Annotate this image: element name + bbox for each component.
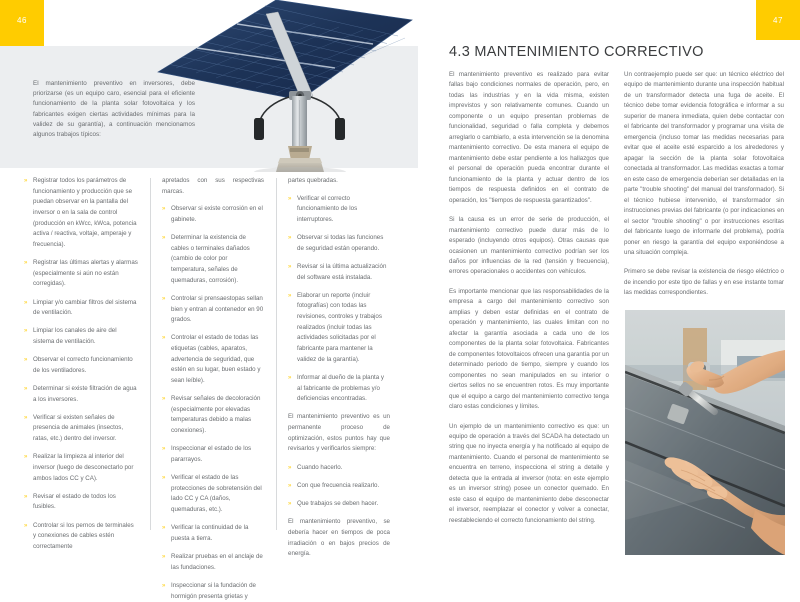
list-item: » Verificar si existen señales de presencia de animales (insectos, ratas, etc.) dentro del inversor. bbox=[24, 413, 138, 445]
list-item: » Inspeccionar el estado de los pararrayos. bbox=[162, 444, 264, 465]
list-item: » Registrar todos los parámetros de funcionamiento y producción que se puedan observar en la pantalla del inversor o en la sala de control (producción en kWcc, kWca, potencia activa / reactiva, voltaje, amperaje y frecuencia). bbox=[24, 176, 138, 251]
list-item: » Revisar señales de decoloración (especialmente por elevadas temperaturas debido a malas conexiones). bbox=[162, 394, 264, 437]
solar-array-illustration bbox=[150, 0, 418, 172]
paragraph: Es importante mencionar que las responsabilidades de la empresa a cargo del mantenimiento correctivo son amplias y deben estar definidas en el contrato de operación y mantenimiento, las cuales limitan con no afectar la garantía asociada a cada uno de los componentes de la planta solar fotovoltaica. Fabricantes de componentes fotovoltaicos ofrecen una garantía por un determinado periodo de tiempo, siempre y cuando los componentes no sean manipulados en su interior o ciertos sellos no se encuentren rotos. Es muy importante que el equipo a cargo del mantenimiento correctivo tenga claro estas condiciones y límites. bbox=[449, 287, 609, 411]
list-item: » Verificar el correcto funcionamiento de los interruptores. bbox=[288, 194, 390, 226]
list-item: » Inspeccionar si la fundación de hormigón presenta grietas y bbox=[162, 581, 264, 602]
right-page bbox=[418, 0, 800, 566]
body-column-1 bbox=[449, 70, 609, 535]
paragraph: El mantenimiento preventivo es realizado para evitar fallas bajo condiciones normales de operación, pero, en todas las industrias y en la vida misma, existen imprevistos y son relativamente comunes. Cuando un componente o un equipo presentan problemas de funcionalidad, seguridad o falla completa y debemos arreglarlo o cambiarlo, a esta intervención se la denomina mantenimiento correctivo. De esta manera el equipo de mantenimiento debe estar pendiente a los hallazgos que el personal de operación pueda encontrar durante el funcionamiento de la planta y actuar dentro de los tiempos de respuesta definidos en el contrato de operación, los "tiempos de respuesta garantizados". bbox=[449, 71, 609, 204]
list-item: » Verificar el estado de las protecciones de sobretensión del lado CC y CA (daños, quemaduras, etc.). bbox=[162, 473, 264, 516]
list-item: » Determinar la existencia de cables o terminales dañados (cambio de color por temperatura, señales de quemaduras, corrosión). bbox=[162, 233, 264, 286]
page-number-right bbox=[756, 0, 800, 40]
technician-photo-svg bbox=[625, 310, 785, 555]
column3-continuation: partes quebradas. bbox=[288, 177, 338, 184]
list-item: » Revisar si la última actualización del software está instalada. bbox=[288, 262, 390, 283]
column3-paragraph-2: El mantenimiento preventivo, se debería hacer en tiempos de poca irradiación o en bajos precios de energía. bbox=[288, 518, 390, 558]
list-item: » Observar el correcto funcionamiento de los ventiladores. bbox=[24, 355, 138, 376]
list-item: » Informar al dueño de la planta y al fabricante de problemas y/o deficiencias encontradas. bbox=[288, 373, 390, 405]
list-item: » Controlar si los pernos de terminales y conexiones de cables estén correctamente bbox=[24, 521, 138, 553]
list-item: » Registrar las últimas alertas y alarmas (especialmente si aún no están corregidas). bbox=[24, 258, 138, 290]
solar-array-svg bbox=[150, 0, 418, 172]
hero-accent-bar bbox=[0, 40, 44, 46]
page-number-left bbox=[0, 0, 44, 40]
list-item: » Determinar si existe filtración de agua a los inversores. bbox=[24, 384, 138, 405]
bullet-columns bbox=[24, 176, 404, 600]
bullet-list-2 bbox=[162, 204, 264, 602]
page-number-left-label: 46 bbox=[17, 15, 27, 25]
list-item: » Con que frecuencia realizarlo. bbox=[288, 481, 390, 492]
list-item: » Elaborar un reporte (incluir fotografías) con todas las revisiones, controles y trabajos realizados (incluir todas las actividades solicitadas por el fabricante para mantener la validez de la garantía). bbox=[288, 291, 390, 366]
technician-photo bbox=[625, 310, 785, 555]
column2-continuation: apretados con sus respectivas marcas. bbox=[162, 177, 264, 195]
section-heading: 4.3 MANTENIMIENTO CORRECTIVO bbox=[449, 44, 704, 60]
list-item: » Controlar el estado de todas las etiquetas (cables, aparatos, advertencia de seguridad, que estén en su lugar, buen estado y sean leíble). bbox=[162, 333, 264, 386]
paragraph: Un ejemplo de un mantenimiento correctivo es que: un equipo de operación a través del SCADA ha detectado un string que no inyecta energía y ha notificado al equipo de mantenimiento. Cuando el personal de mantenimiento se encuentra en terreno, inspecciona el string a detalle y detecta que la entrada al inversor (nota: en este ejemplo es un inversor string) posee un conector quemado. En este caso el equipo de mantenimiento debe desconectar el inversor, reemplazar el conector y volver a conectar, reestableciendo el correcto funcionamiento del string. bbox=[449, 422, 609, 524]
page-number-right-label: 47 bbox=[773, 15, 783, 25]
paragraph: Primero se debe revisar la existencia de riesgo eléctrico o de incendio por este tipo de fallas y en ese instante tomar las medidas correspondientes. bbox=[624, 268, 784, 297]
intro-paragraph: El mantenimiento preventivo en inversores, debe priorizarse (es un equipo caro, esencial para el eficiente funcionamiento de la planta solar fotovoltaica y los fabricantes exigen ciertas actividades mínimas para la validez de su garantía), a continuación mencionamos algunos trabajos típicos: bbox=[33, 80, 195, 138]
bullet-sublist-3 bbox=[288, 463, 390, 510]
list-item: » Que trabajos se deben hacer. bbox=[288, 499, 390, 510]
list-item: » Observar si existe corrosión en el gabinete. bbox=[162, 204, 264, 225]
column-divider bbox=[276, 178, 277, 530]
list-item: » Revisar el estado de todos los fusibles. bbox=[24, 492, 138, 513]
bullet-list-1 bbox=[24, 176, 138, 553]
list-item: » Controlar si prensaestopas sellan bien y entran al contenedor en 90 grados. bbox=[162, 294, 264, 326]
paragraph: Si la causa es un error de serie de producción, el mantenimiento correctivo puede durar más de lo esperado (incluyendo otros equipos). Otras causas que ocasionen un mantenimiento correctivo podrían ser los daños por influencias de la red (tensión y frecuencia), errores operacionales o accidentes con vehículos. bbox=[449, 216, 609, 276]
list-item: » Limpiar y/o cambiar filtros del sistema de ventilación. bbox=[24, 298, 138, 319]
bullet-list-3 bbox=[288, 194, 390, 405]
list-item: » Limpiar los canales de aire del sistema de ventilación. bbox=[24, 326, 138, 347]
list-item: » Observar si todas las funciones de seguridad están operando. bbox=[288, 233, 390, 254]
list-item: » Verificar la continuidad de la puesta a tierra. bbox=[162, 523, 264, 544]
paragraph: Un contraejemplo puede ser que: un técnico eléctrico del equipo de mantenimiento durante una inspección habitual de un transformador detecta una fuga de aceite. El técnico debe tomar evidencia fotográfica e informar a su superior de manera inmediata, quien debe contactar con el fabricante del transformador y programar una visita de emergencia (incluso tomar las medidas necesarias para evitar que el aceite esté esparcido a los alrededores y apagar la sección de la planta solar fotovoltaica conectada al transformador. Las medidas exactas a tomar en este caso de emergencia deberían ser detalladas en la parte "trouble shooting" del manual del transformador). Si el técnico hubiese intervenido, el transformador sin instrucciones previas del fabricante (o por indicaciones en el sector "trouble shooting" o por instrucciones escritas del fabricante luego de informarle del problema), podría poner en riesgo la garantía del equipo exponiéndose a una situación compleja. bbox=[624, 71, 784, 256]
bullet-column-3 bbox=[276, 176, 402, 556]
list-item: » Realizar la limpieza al interior del inversor (luego de desconectarlo por ambos lados CC y CA). bbox=[24, 452, 138, 484]
list-item: » Cuando hacerlo. bbox=[288, 463, 390, 474]
list-item: » Realizar pruebas en el anclaje de las fundaciones. bbox=[162, 552, 264, 573]
bullet-column-2 bbox=[150, 176, 276, 600]
bullet-column-1 bbox=[24, 176, 150, 556]
column-divider bbox=[150, 178, 151, 530]
column3-paragraph-1: El mantenimiento preventivo es un permanente proceso de optimización, estos puntos hay que revisarlos y verificarlos siempre: bbox=[288, 413, 390, 453]
